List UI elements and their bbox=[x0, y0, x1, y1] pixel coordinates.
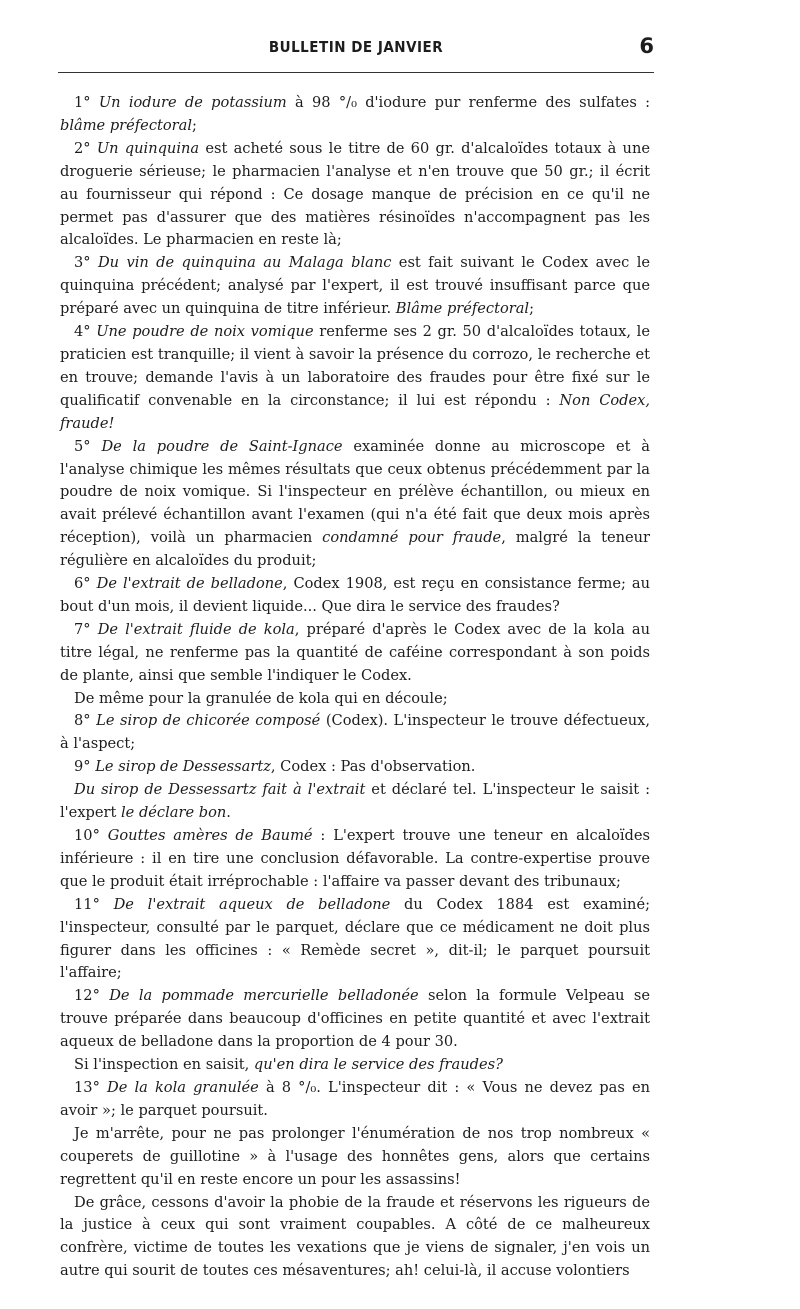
item-text-end: ; bbox=[529, 300, 535, 318]
item-subject: De l'extrait fluide de kola bbox=[97, 620, 295, 638]
header-rule bbox=[58, 72, 654, 73]
item-number: 10° bbox=[74, 827, 100, 844]
item-subject: Du vin de quinquina au Malaga blanc bbox=[97, 254, 392, 272]
item-verdict: le déclare bon bbox=[121, 804, 227, 822]
item-question: qu'en dira le service des fraudes? bbox=[253, 1056, 503, 1074]
item-number: 4° bbox=[74, 323, 91, 341]
item-number: 6° bbox=[74, 575, 91, 593]
list-item-9 bbox=[60, 756, 650, 779]
item-text-end: ; bbox=[192, 116, 197, 134]
paragraph-kola-granulee: De même pour la granulée de kola qui en découle; bbox=[74, 689, 448, 707]
list-item-5 bbox=[60, 436, 650, 573]
list-item-12 bbox=[60, 985, 650, 1054]
running-title: BULLETIN DE JANVIER bbox=[268, 38, 444, 56]
item-text: Si l'inspection en saisit, bbox=[74, 1056, 254, 1074]
list-item-13 bbox=[60, 1077, 650, 1123]
list-item-3 bbox=[60, 252, 650, 321]
item-number: 2° bbox=[74, 139, 91, 157]
list-item-2 bbox=[60, 138, 650, 253]
item-text: , Codex 1908, est reçu en consistance ferme; au bout d'un mois, il devient liquide... Que dira le service des fraudes? bbox=[60, 575, 651, 615]
item-verdict: condamné pour fraude bbox=[322, 529, 502, 547]
paragraph-conclusion: Je m'arrête, pour ne pas prolonger l'énumération de nos trop nombreux « couperets de guillotine » à l'usage des honnêtes gens, alors que certains regrettent qu'il en reste encore un pour les assassins! bbox=[60, 1124, 650, 1188]
item-text: est acheté sous le titre de 60 gr. d'alcaloïdes totaux à une droguerie sérieuse; le pharmacien l'analyse et n'en trouve que 50 gr.; il écrit au fournisseur qui répond : Ce dosage manque de précision en ce qu'il ne permet pas d'assurer que des matières résinoïdes n'accompagnent pas les alcaloïdes. Le pharmacien en reste là; bbox=[60, 139, 650, 249]
item-text: est fait suivant le Codex avec le quinquina précédent; analysé par l'expert, il est trouvé insuffisant parce que préparé avec un quinquina de titre inférieur. bbox=[60, 254, 651, 318]
list-item-6 bbox=[60, 573, 650, 619]
list-item-10 bbox=[60, 825, 650, 894]
item-text: du Codex 1884 est examiné; l'inspecteur, consulté par le parquet, déclare que ce médicament ne doit plus figurer dans les officines : « Remède secret », dit-il; le parquet poursuit l'affaire; bbox=[60, 895, 650, 982]
item-verdict: blâme préfectoral bbox=[60, 116, 192, 134]
paragraph-inspection-question bbox=[60, 1054, 650, 1077]
item-subject: Un iodure de potassium bbox=[98, 94, 287, 111]
page-header bbox=[58, 34, 654, 62]
item-number: 11° bbox=[74, 895, 100, 913]
item-number: 8° bbox=[74, 712, 91, 730]
item-text: : L'expert trouve une teneur en alcaloïdes inférieure : il en tire une conclusion défavorable. La contre-expertise prouve que le produit était irréprochable : l'affaire va passer devant des tribunaux; bbox=[60, 827, 650, 890]
item-text: selon la formule Velpeau se trouve préparée dans beaucoup d'officines en petite quantité et avec l'extrait aqueux de belladone dans la proportion de 4 pour 30. bbox=[60, 987, 650, 1051]
item-subject: Le sirop de Dessessartz bbox=[95, 758, 271, 776]
item-text-end: , malgré la teneur régulière en alcaloïdes du produit; bbox=[60, 529, 651, 570]
list-item-8 bbox=[60, 710, 650, 756]
page-number: 6 bbox=[639, 34, 654, 58]
list-item-7 bbox=[60, 619, 650, 688]
paragraph-sirop-extrait bbox=[60, 779, 650, 825]
item-subject: De l'extrait aqueux de belladone bbox=[113, 895, 391, 913]
item-number: 12° bbox=[74, 987, 100, 1005]
item-number: 3° bbox=[74, 254, 91, 272]
list-item-11 bbox=[60, 894, 650, 986]
item-text: , préparé d'après le Codex avec de la kola au titre légal, ne renferme pas la quantité de caféine correspondant à son poids de plante, ainsi que semble l'indiquer le Codex. bbox=[60, 620, 650, 684]
item-text: à 98 °/₀ d'iodure pur renferme des sulfates : bbox=[286, 94, 650, 111]
item-text: à 8 °/₀. L'inspecteur dit : « Vous ne devez pas en avoir »; le parquet poursuit. bbox=[60, 1078, 650, 1119]
item-text-end: . bbox=[226, 804, 231, 822]
body-text bbox=[60, 92, 650, 1283]
item-text: et déclaré tel. L'inspecteur le saisit : l'expert bbox=[60, 781, 650, 822]
item-subject: Le sirop de chicorée composé bbox=[96, 712, 321, 730]
item-number: 9° bbox=[74, 758, 91, 776]
list-item-4 bbox=[60, 321, 650, 436]
item-number: 13° bbox=[74, 1078, 100, 1096]
item-text: examinée donne au microscope et à l'analyse chimique les mêmes résultats que ceux obtenus précédemment par la poudre de noix vomique. Si l'inspecteur en prélève échantillon, ou mieux en avait prélevé échantillon avant l'examen (qui n'a été fait que deux mois après réception), voilà un pharmacien bbox=[60, 437, 650, 547]
item-number: 1° bbox=[74, 94, 91, 111]
item-subject: Du sirop de Dessessartz fait à l'extrait bbox=[74, 781, 366, 799]
item-text: (Codex). L'inspecteur le trouve défectueux, à l'aspect; bbox=[60, 712, 650, 753]
item-verdict: Non Codex, fraude! bbox=[60, 391, 650, 432]
item-subject: De la kola granulée bbox=[107, 1078, 259, 1096]
item-subject: Une poudre de noix vomique bbox=[96, 323, 314, 341]
paragraph-final: De grâce, cessons d'avoir la phobie de la fraude et réservons les rigueurs de la justice à ceux qui sont vraiment coupables. A côté de ce malheureux confrère, victime de toutes les vexations que je viens de signaler, j'en vois un autre qui sourit de toutes ces mésaventures; ah! celui-là, il accuse volontiers bbox=[60, 1193, 650, 1280]
item-subject: Gouttes amères de Baumé bbox=[107, 827, 313, 844]
item-text: , Codex : Pas d'observation. bbox=[270, 758, 476, 776]
item-verdict: Blâme préfectoral bbox=[395, 300, 530, 318]
item-number: 5° bbox=[74, 437, 91, 455]
list-item-1 bbox=[60, 92, 650, 138]
item-subject: De la poudre de Saint-Ignace bbox=[101, 437, 343, 455]
item-subject: De la pommade mercurielle belladonée bbox=[109, 987, 419, 1005]
item-subject: De l'extrait de belladone bbox=[96, 575, 283, 593]
item-text: renferme ses 2 gr. 50 d'alcaloïdes totaux, le praticien est tranquille; il vient à savoir la présence du corrozo, le recherche et en trouve; demande l'avis à un laboratoire des fraudes pour être fixé sur le qualificatif convenable en la circonstance; il lui est répondu : bbox=[60, 323, 650, 409]
item-number: 7° bbox=[74, 620, 91, 638]
item-subject: Un quinquina bbox=[96, 139, 200, 157]
